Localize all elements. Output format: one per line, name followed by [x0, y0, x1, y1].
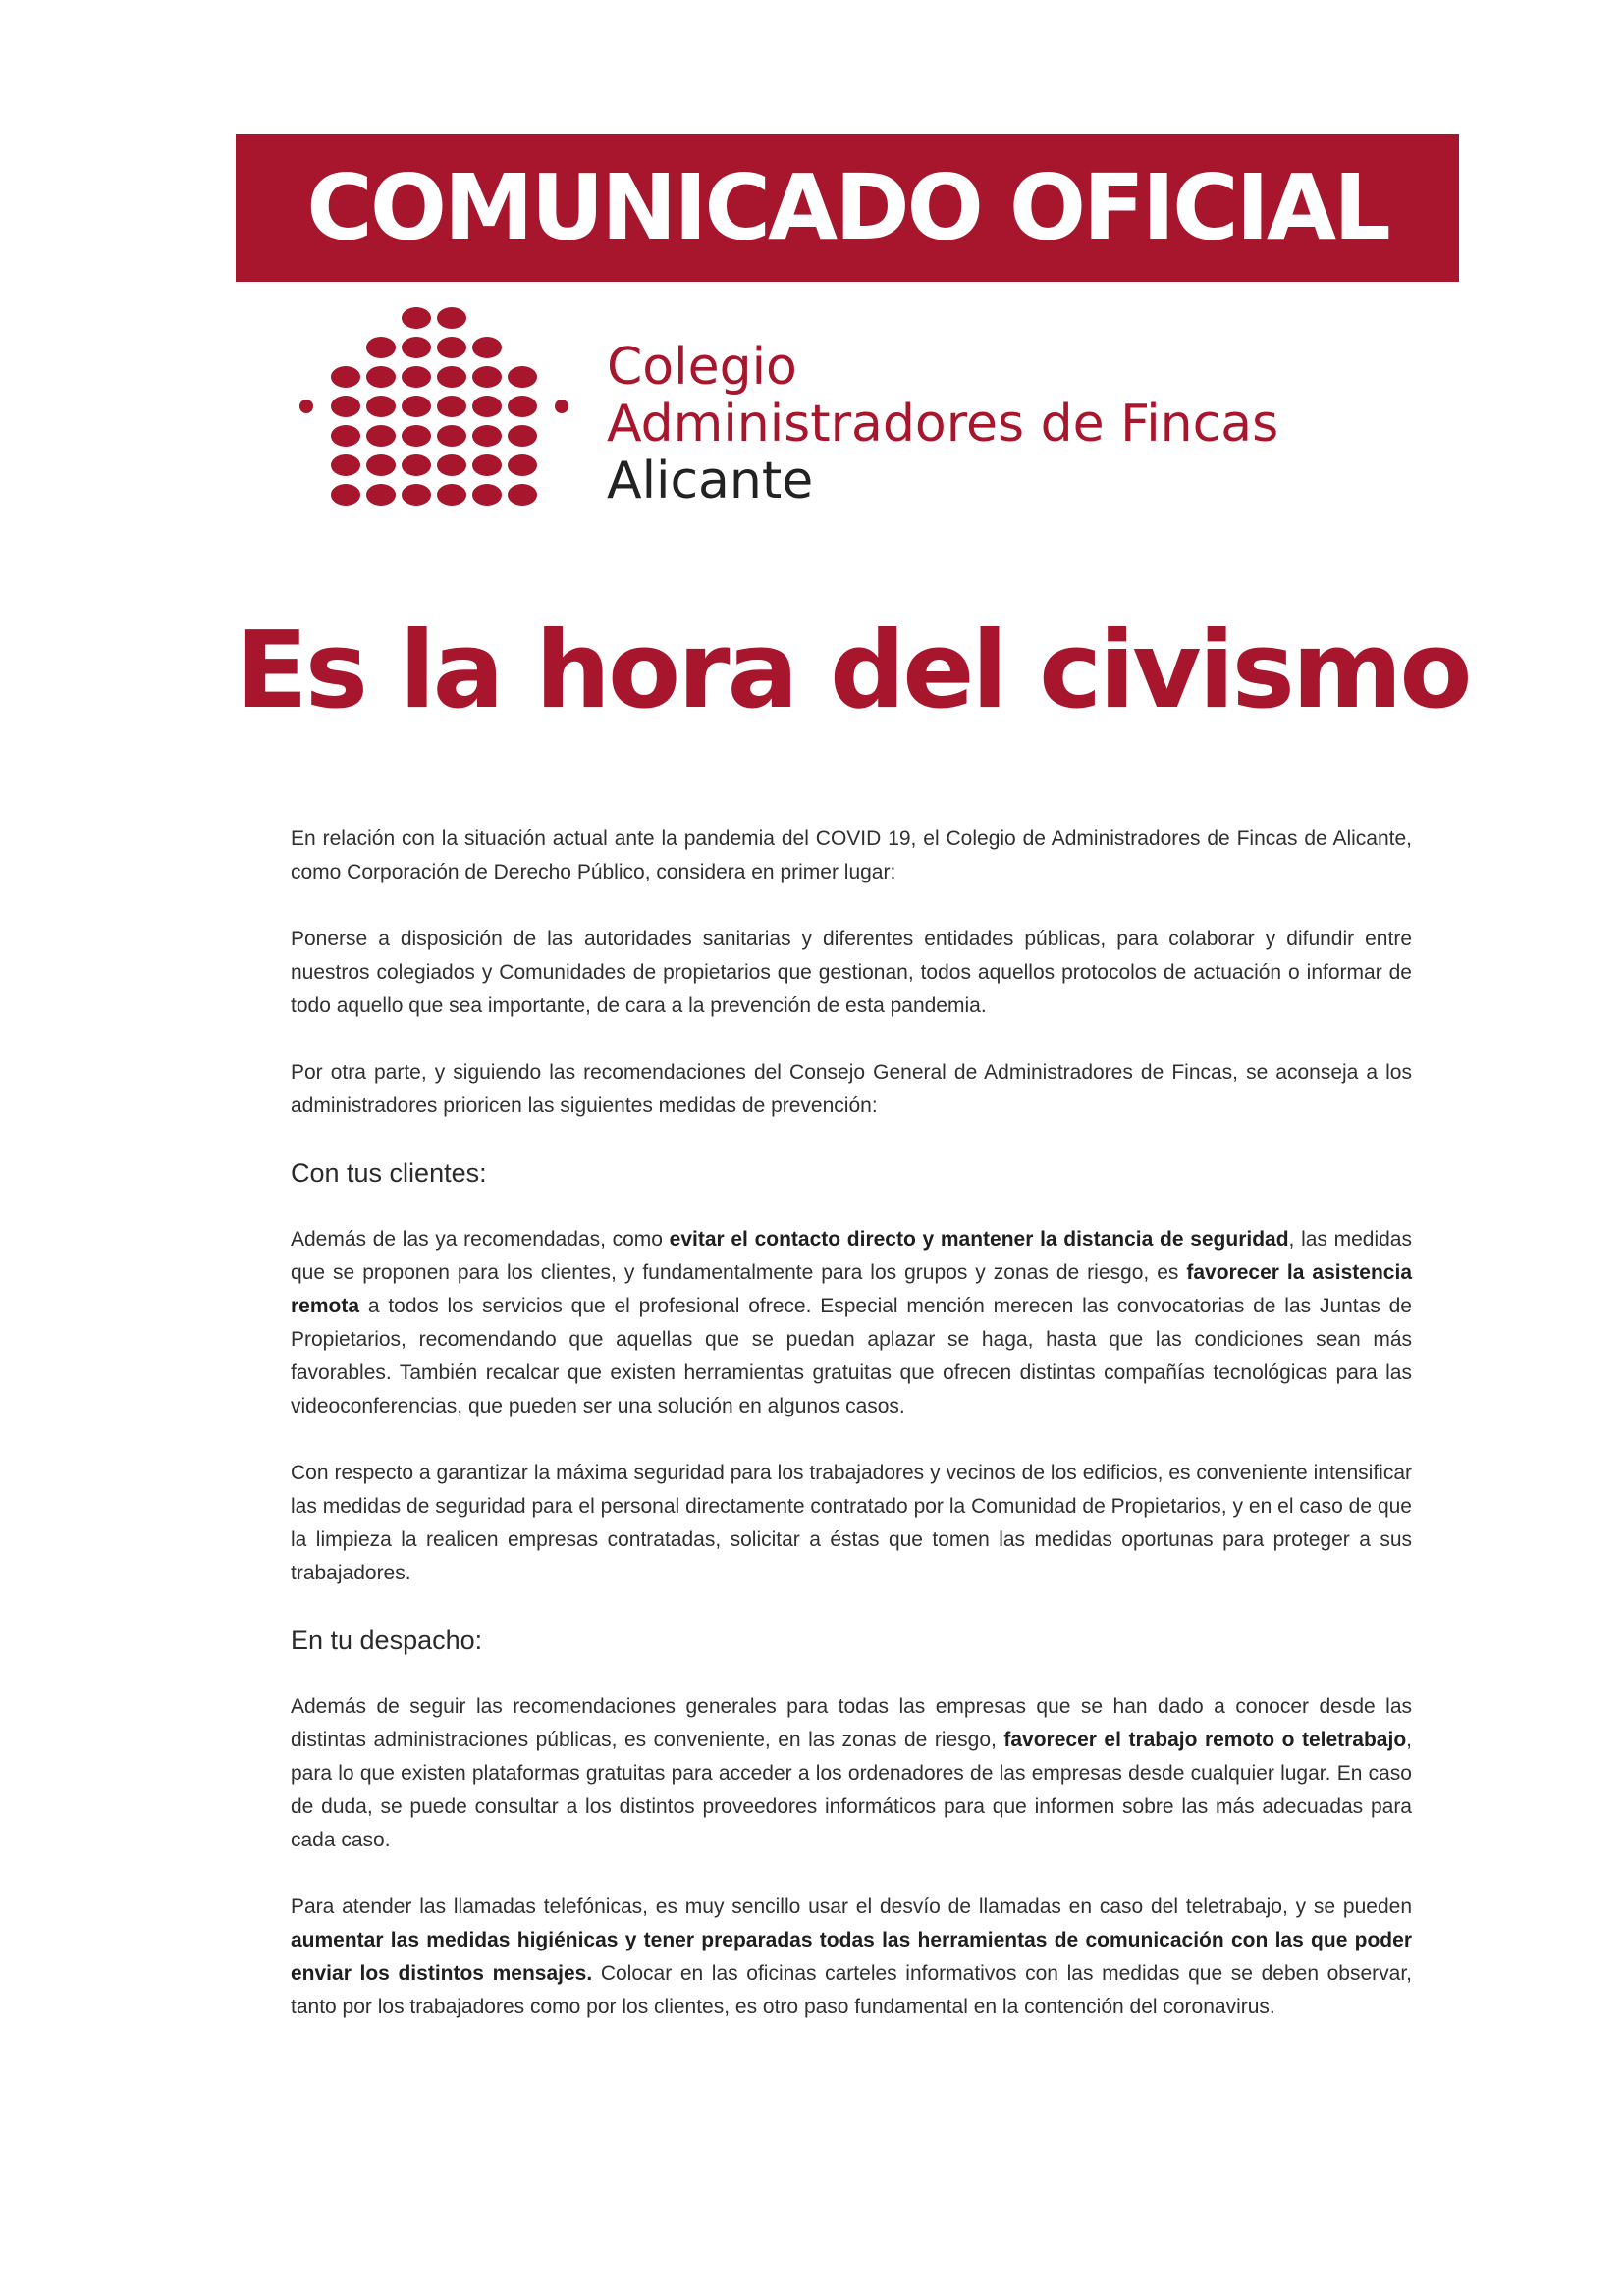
logo-dot — [437, 484, 466, 506]
logo-dot — [472, 454, 502, 476]
logo-line-colegio: Colegio — [607, 338, 797, 397]
paragraph-calls — [291, 1891, 1412, 2024]
text-run: a todos los servicios que el profesional ofrece. Especial mención merecen las convocatorias de las Juntas de Propietarios, recomendando que aquellas que se puedan aplazar se haga, hasta que las condiciones sean más favorables. También recalcar que existen herramientas gratuitas que ofrecen distintas compañías tecnológicas para las videoconferencias, que pueden ser una solución en algunos casos. — [291, 1295, 1412, 1417]
paragraph-collaboration: Ponerse a disposición de las autoridades sanitarias y diferentes entidades públicas, para colaborar y difundir entre nuestros colegiados y Comunidades de propietarios que gestionan, todos aquellos protocolos de actuación o informar de todo aquello que sea importante, de cara a la prevención de esta pandemia. — [291, 928, 1412, 1017]
section-heading-clients: Con tus clientes: — [291, 1158, 487, 1188]
headline: Es la hora del civismo — [236, 610, 1470, 732]
logo-dot — [472, 425, 502, 447]
text-run: Para atender las llamadas telefónicas, es muy sencillo usar el desvío de llamadas en caso del teletrabajo, y se pueden — [291, 1896, 1412, 1918]
text-run: Además de seguir las recomendaciones generales para todas las empresas que se han dado a conocer desde las distintas administraciones públicas, es conveniente, en las zonas de riesgo, — [291, 1695, 1412, 1751]
logo-dot — [366, 366, 396, 388]
logo-dot — [437, 366, 466, 388]
logo-dot — [366, 425, 396, 447]
logo-dot — [508, 396, 537, 417]
logo-dot — [402, 337, 431, 358]
paragraph-safety: Con respecto a garantizar la máxima seguridad para los trabajadores y vecinos de los edificios, es conveniente intensificar las medidas de seguridad para el personal directamente contratado por la Comunidad de Propietarios, y en el caso de que la limpieza la realicen empresas contratadas, solicitar a éstas que tomen las medidas oportunas para proteger a sus trabajadores. — [291, 1462, 1412, 1584]
logo-dot — [331, 366, 360, 388]
college-logo-text — [607, 339, 1278, 509]
logo-dot — [331, 396, 360, 417]
logo-dot — [508, 366, 537, 388]
logo-dot — [508, 454, 537, 476]
logo-dot — [366, 484, 396, 506]
logo-dot — [366, 396, 396, 417]
banner-title: COMUNICADO OFICIAL — [306, 155, 1388, 260]
logo-dot — [472, 366, 502, 388]
logo-dot — [508, 484, 537, 506]
college-logo-icon — [293, 304, 577, 510]
logo-dot — [366, 454, 396, 476]
logo-dot — [366, 337, 396, 358]
logo-dot — [472, 396, 502, 417]
bold-text: aumentar las medidas higiénicas y tener preparadas todas las herramientas de comunicación con las que poder enviar los distintos mensajes. — [291, 1929, 1412, 1985]
logo-dot — [402, 454, 431, 476]
logo-dot — [402, 396, 431, 417]
paragraph-recommendations: Por otra parte, y siguiendo las recomendaciones del Consejo General de Administradores de Fincas, se aconseja a los administradores prioricen las siguientes medidas de prevención: — [291, 1061, 1412, 1117]
article-body — [291, 823, 1412, 2057]
logo-dot — [402, 366, 431, 388]
bold-text: evitar el contacto directo y mantener la distancia de seguridad — [669, 1228, 1289, 1251]
text-run: , las medidas que se proponen para los clientes, y fundamentalmente para los grupos y zonas de riesgo, es — [291, 1228, 1412, 1284]
logo-dot — [402, 425, 431, 447]
official-banner — [236, 134, 1459, 282]
text-run: , para lo que existen plataformas gratuitas para acceder a los ordenadores de las empresas desde cualquier lugar. En caso de duda, se puede consultar a los distintos proveedores informáticos para que informen sobre las más adecuadas para cada caso. — [291, 1729, 1412, 1851]
logo-line-administradores: Administradores de Fincas — [607, 395, 1279, 454]
logo-dot — [472, 484, 502, 506]
text-run: Además de las ya recomendadas, como — [291, 1228, 670, 1251]
logo-dot — [331, 425, 360, 447]
paragraph-office — [291, 1690, 1412, 1857]
section-heading-office: En tu despacho: — [291, 1626, 483, 1655]
logo-dot — [437, 337, 466, 358]
bold-text: favorecer la asistencia remota — [291, 1261, 1412, 1317]
logo-dot — [299, 400, 313, 413]
paragraph-intro: En relación con la situación actual ante la pandemia del COVID 19, el Colegio de Administradores de Fincas de Alicante, como Corporación de Derecho Público, considera en primer lugar: — [291, 828, 1412, 883]
logo-dot — [437, 307, 466, 329]
logo-dot — [437, 454, 466, 476]
logo-dot — [402, 484, 431, 506]
text-run: Colocar en las oficinas carteles informativos con las medidas que se deben observar, tanto por los trabajadores como por los clientes, es otro paso fundamental en la contención del coronavirus. — [291, 1962, 1413, 2018]
bold-text: favorecer el trabajo remoto o teletrabajo — [1003, 1729, 1407, 1751]
logo-line-alicante: Alicante — [607, 452, 814, 510]
logo-dot — [331, 454, 360, 476]
logo-dot — [331, 484, 360, 506]
logo-dot — [472, 337, 502, 358]
paragraph-clients — [291, 1223, 1412, 1423]
logo-dot — [508, 425, 537, 447]
logo-dot — [555, 400, 568, 413]
logo-dot — [402, 307, 431, 329]
logo-dot — [437, 396, 466, 417]
logo-dot — [437, 425, 466, 447]
